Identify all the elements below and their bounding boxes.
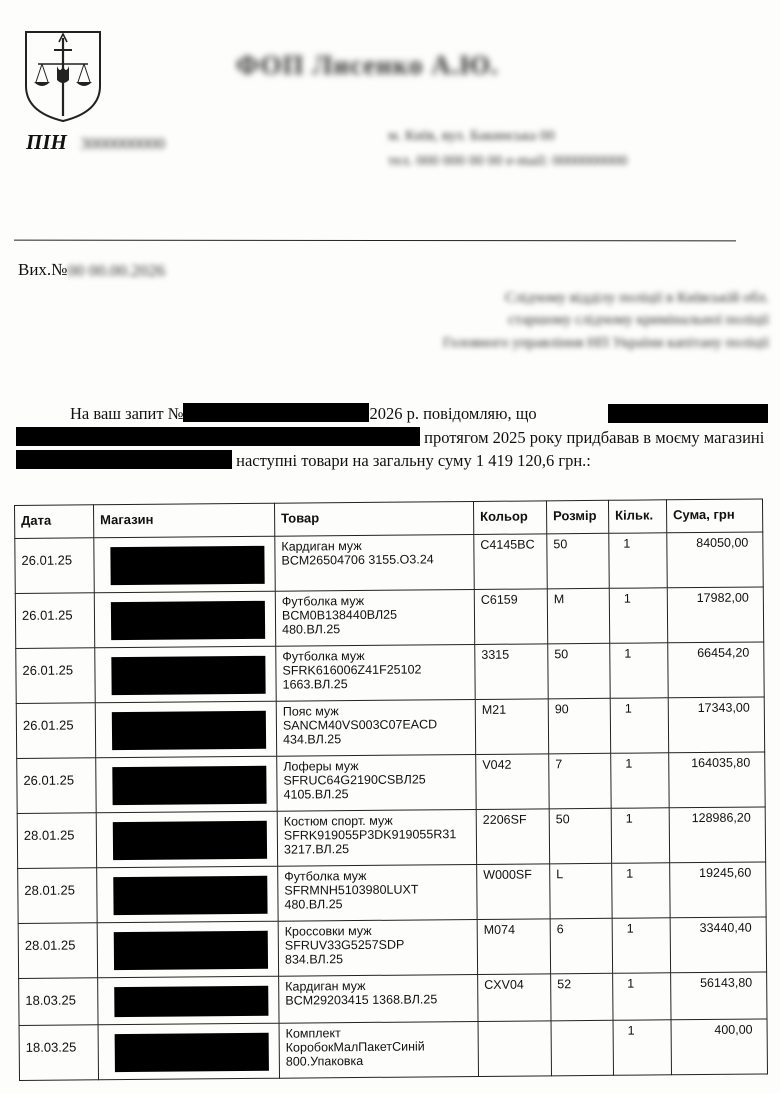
cell-date: 26.01.25 (17, 758, 96, 814)
cell-date: 26.01.25 (16, 648, 95, 704)
product-article: SFRUV33G5257SDP (284, 937, 405, 953)
outgoing-label: Вих.№ (18, 260, 68, 279)
cell-sum: 56143,80 (671, 972, 767, 1020)
cell-color (478, 1021, 551, 1077)
redaction-bar (111, 601, 265, 640)
cell-date: 28.01.25 (17, 813, 96, 869)
recipient-block (364, 286, 769, 354)
product-article: BCM26504706 3155.O3.24 (281, 552, 434, 568)
para-line-3 (16, 449, 768, 473)
product-name: Футболка муж (282, 648, 365, 664)
cell-shop (95, 646, 276, 703)
para-line-2 (16, 426, 768, 450)
cell-sum: 17343,00 (668, 697, 764, 753)
cell-size: M (547, 588, 609, 644)
cell-shop (97, 866, 278, 923)
table-row (15, 587, 763, 649)
purchases-table (14, 498, 768, 1081)
product-article: SANCM40VS003C07EACD (282, 717, 438, 733)
header-sum: Сума, грн (666, 499, 762, 533)
cell-sum: 33440,40 (670, 917, 766, 973)
cell-qty: 1 (611, 808, 669, 864)
cell-qty: 1 (613, 973, 671, 1021)
cell-qty: 1 (613, 1020, 671, 1076)
cell-color: C6159 (474, 589, 547, 645)
product-article-2: 4105.ВЛ.25 (283, 787, 349, 802)
cell-color: M21 (475, 699, 548, 755)
redaction-bar (112, 766, 266, 805)
product-article-2: 834.ВЛ.25 (284, 952, 344, 967)
cell-shop (95, 701, 276, 758)
table-row (19, 972, 767, 1026)
cell-qty: 1 (609, 588, 667, 644)
cell-size: 50 (547, 533, 609, 589)
table-row (15, 532, 763, 594)
org-name (236, 48, 499, 81)
outgoing-value-blurred: 00 00.00.2026 (67, 261, 166, 281)
address-block (388, 124, 658, 174)
cell-qty: 1 (610, 698, 668, 754)
product-name: Костюм спорт. муж (283, 813, 393, 829)
header-date: Дата (15, 505, 94, 539)
cell-size: 50 (549, 808, 611, 864)
cell-size: 7 (549, 753, 611, 809)
header-size: Розмір (546, 500, 608, 534)
cell-qty: 1 (610, 643, 668, 699)
cell-color: V042 (476, 754, 549, 810)
cell-color: W000SF (477, 864, 550, 920)
cell-size: 52 (551, 973, 613, 1021)
address-line: e-mail: 0000000000 (506, 153, 628, 170)
para-text: 2026 р. повідомляю, що (369, 404, 537, 423)
cell-date: 18.03.25 (19, 978, 98, 1026)
para-text: наступні товари на загальну суму 1 419 120,6 грн.: (236, 451, 591, 470)
cell-qty: 1 (612, 918, 670, 974)
product-name: Кардиган муж (281, 538, 362, 554)
pin-line (26, 130, 165, 155)
cell-shop (96, 811, 277, 868)
product-name: Комплект (285, 1026, 341, 1041)
redaction-bar (608, 404, 768, 423)
cell-shop (96, 756, 277, 813)
org-name-blurred: ФОП Лисенко А.Ю. (236, 50, 499, 81)
product-article-2: 434.ВЛ.25 (282, 732, 342, 747)
justice-emblem-icon (22, 28, 104, 124)
product-name: Кардиган муж (285, 978, 366, 994)
address-line: тел. 000 000 00 00 (388, 153, 503, 170)
cell-size: L (550, 863, 612, 919)
cell-color: 3315 (475, 644, 548, 700)
cell-shop (98, 976, 279, 1025)
table-row (16, 697, 764, 759)
product-article: BCM29203415 1368.ВЛ.25 (285, 992, 438, 1008)
cell-color: 2206SF (476, 809, 549, 865)
cell-product (279, 1021, 478, 1078)
para-text: На ваш запит № (70, 404, 184, 423)
cell-date: 26.01.25 (15, 593, 94, 649)
recipient-line: Слідчому відділу поліції в Київській обл. (504, 289, 769, 306)
address-line: м. Київ, вул. Бакинська 00 (388, 128, 555, 145)
redaction-bar (115, 1033, 269, 1072)
cell-shop (94, 591, 275, 648)
cell-shop (98, 1023, 279, 1080)
cell-date: 28.01.25 (18, 868, 97, 924)
cell-size: 90 (548, 698, 610, 754)
cell-size: 50 (548, 643, 610, 699)
cell-product (275, 589, 474, 646)
para-line-1 (16, 402, 768, 426)
product-article-2: 800.Упаковка (285, 1053, 364, 1069)
header-product: Товар (274, 501, 473, 536)
redaction-bar (114, 931, 268, 970)
product-article: SFRK919055P3DK919055R31 (283, 827, 457, 843)
cell-shop (94, 536, 275, 593)
table-row (17, 752, 765, 814)
product-name: Кроссовки муж (284, 923, 372, 939)
recipient-line: капітану поліції (667, 334, 769, 351)
cell-sum: 17982,00 (667, 587, 763, 643)
cell-qty: 1 (611, 753, 669, 809)
cell-sum: 400,00 (671, 1019, 767, 1075)
cell-sum: 66454,20 (668, 642, 764, 698)
cell-product (278, 864, 477, 921)
redaction-bar (114, 986, 268, 1017)
product-name: Лоферы муж (283, 759, 359, 774)
para-text: протягом 2025 року придбавав в моєму магазині (424, 427, 765, 447)
product-name: Футболка муж (284, 868, 367, 884)
product-article-2: 1663.ВЛ.25 (282, 677, 348, 692)
cell-date: 26.01.25 (15, 538, 94, 594)
redaction-bar (111, 656, 265, 695)
cell-product (275, 534, 474, 591)
product-article: SFRMNH5103980LUXT (284, 882, 419, 898)
cell-sum: 84050,00 (667, 532, 763, 588)
cell-sum: 19245,60 (670, 862, 766, 918)
table-row (18, 862, 766, 924)
cell-sum: 164035,80 (669, 752, 765, 808)
table-row (16, 642, 764, 704)
table-row (18, 917, 766, 979)
purchases-table-wrap (14, 505, 774, 1085)
redaction-bar (112, 711, 266, 750)
header-color: Кольор (473, 501, 546, 535)
cell-product (279, 974, 478, 1023)
header-shop: Магазин (94, 503, 275, 538)
pin-label: ПІН (26, 130, 67, 154)
cell-date: 18.03.25 (19, 1025, 98, 1081)
recipient-line: старшому слідчому кримінальної поліції (508, 312, 769, 329)
table-row (17, 807, 765, 869)
cell-size (551, 1020, 613, 1076)
product-article-2: 480.ВЛ.25 (282, 622, 341, 637)
cell-product (277, 809, 476, 866)
cell-product (278, 919, 477, 976)
product-article: SFRUC64G2190CSBЛ25 (283, 772, 426, 788)
product-name: Футболка муж (281, 593, 365, 609)
product-article: BCM0B138440ВЛ25 (281, 607, 398, 623)
cell-qty: 1 (612, 863, 670, 919)
product-article: КоробокМалПакетСиній (285, 1039, 425, 1055)
product-article: SFRK616006Z41F25102 (282, 662, 422, 678)
pin-value-blurred: 3000000000 (80, 134, 166, 154)
cell-size: 6 (550, 918, 612, 974)
cell-product (277, 754, 476, 811)
cell-color: C4145BC (474, 534, 547, 590)
redaction-bar (16, 450, 232, 469)
cell-color: M074 (477, 919, 550, 975)
table-row (19, 1019, 767, 1081)
header-divider (14, 240, 736, 242)
cell-sum: 128986,20 (669, 807, 765, 863)
product-article-2: 3217.ВЛ.25 (283, 842, 350, 857)
body-paragraph (16, 402, 768, 473)
product-article-2: 480.ВЛ.25 (284, 897, 343, 912)
cell-date: 26.01.25 (16, 703, 95, 759)
redaction-bar (110, 546, 264, 585)
cell-qty: 1 (609, 533, 667, 589)
redaction-bar (183, 403, 369, 422)
header-qty: Кільк. (608, 500, 666, 534)
redaction-bar (113, 876, 267, 915)
recipient-line: Головного управління НП України (442, 334, 664, 351)
cell-product (276, 644, 475, 701)
cell-date: 28.01.25 (18, 923, 97, 979)
redaction-bar (16, 427, 420, 446)
product-name: Пояс муж (282, 704, 339, 719)
outgoing-number (18, 260, 165, 281)
cell-product (276, 699, 475, 756)
cell-shop (97, 921, 278, 978)
redaction-bar (113, 821, 267, 860)
cell-color: CXV04 (478, 974, 551, 1022)
